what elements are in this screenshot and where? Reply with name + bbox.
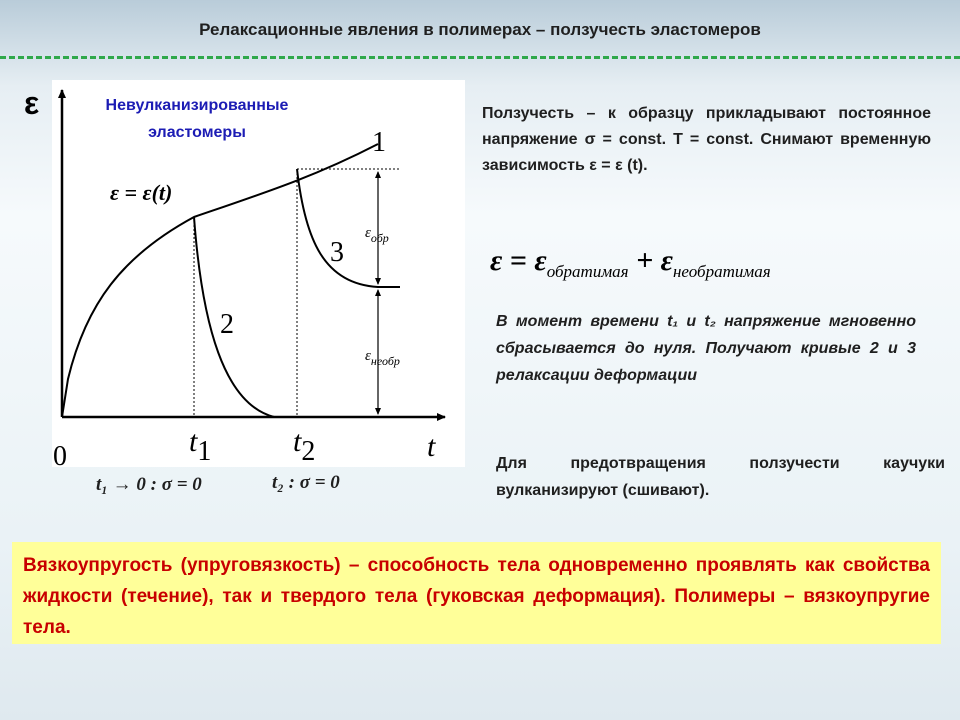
curve-3-relaxation	[297, 169, 400, 287]
t2-axis-label: t2	[293, 425, 316, 467]
curve-3-label: 3	[330, 237, 344, 268]
slide-title: Релаксационные явления в полимерах – ползучесть эластомеров	[199, 20, 761, 39]
y-axis-label: ε	[24, 85, 40, 121]
formula-lhs: ε = ε	[490, 244, 547, 277]
t1-axis-label: t1	[189, 425, 212, 467]
condition-t1: t₁ → 0 : σ = 0	[96, 474, 202, 495]
creep-diagram-panel	[24, 80, 465, 472]
creep-diagram	[24, 80, 465, 472]
diagram-heading-line1: Невулканизированные	[105, 97, 289, 114]
formula-plus: + ε	[628, 244, 673, 277]
relaxation-paragraph: В момент времени t₁ и t₂ напряжение мгновенно сбрасывается до нуля. Получают кривые 2 и 3 релаксации деформации	[496, 313, 916, 384]
diagram-heading-line2: эластомеры	[148, 124, 246, 141]
curve-1-label: 1	[372, 127, 386, 158]
irreversible-strain-label: $\varepsilon_{необр}$	[365, 348, 400, 368]
vulcanization-paragraph: Для предотвращения ползучести каучуки вулканизируют (сшивают).	[496, 455, 945, 499]
condition-t2: t₂ : σ = 0	[272, 472, 340, 493]
formula-sub-reversible: обратимая	[546, 262, 629, 281]
origin-label: 0	[53, 441, 67, 472]
curve-2-label: 2	[220, 309, 234, 340]
curve-2-relaxation	[194, 217, 274, 417]
title-divider	[0, 56, 960, 59]
viscoelasticity-definition: Вязкоупругость (упруговязкость) – способность тела одновременно проявлять как свойства жидкости (течение), так и твердого тела (гуковская деформация). Полимеры – вязкоупругие тела.	[12, 542, 941, 644]
x-axis-label: t	[427, 430, 436, 463]
reversible-strain-label: $\varepsilon_{обр}$	[365, 225, 389, 245]
strain-sum-formula	[490, 244, 771, 282]
creep-formula: ε = ε(t)	[110, 180, 173, 205]
creep-paragraph: Ползучесть – к образцу прикладывают постоянное напряжение σ = const. T = const. Снимают временную зависимость ε = ε (t).	[482, 105, 931, 174]
formula-sub-irreversible: необратимая	[672, 262, 771, 281]
